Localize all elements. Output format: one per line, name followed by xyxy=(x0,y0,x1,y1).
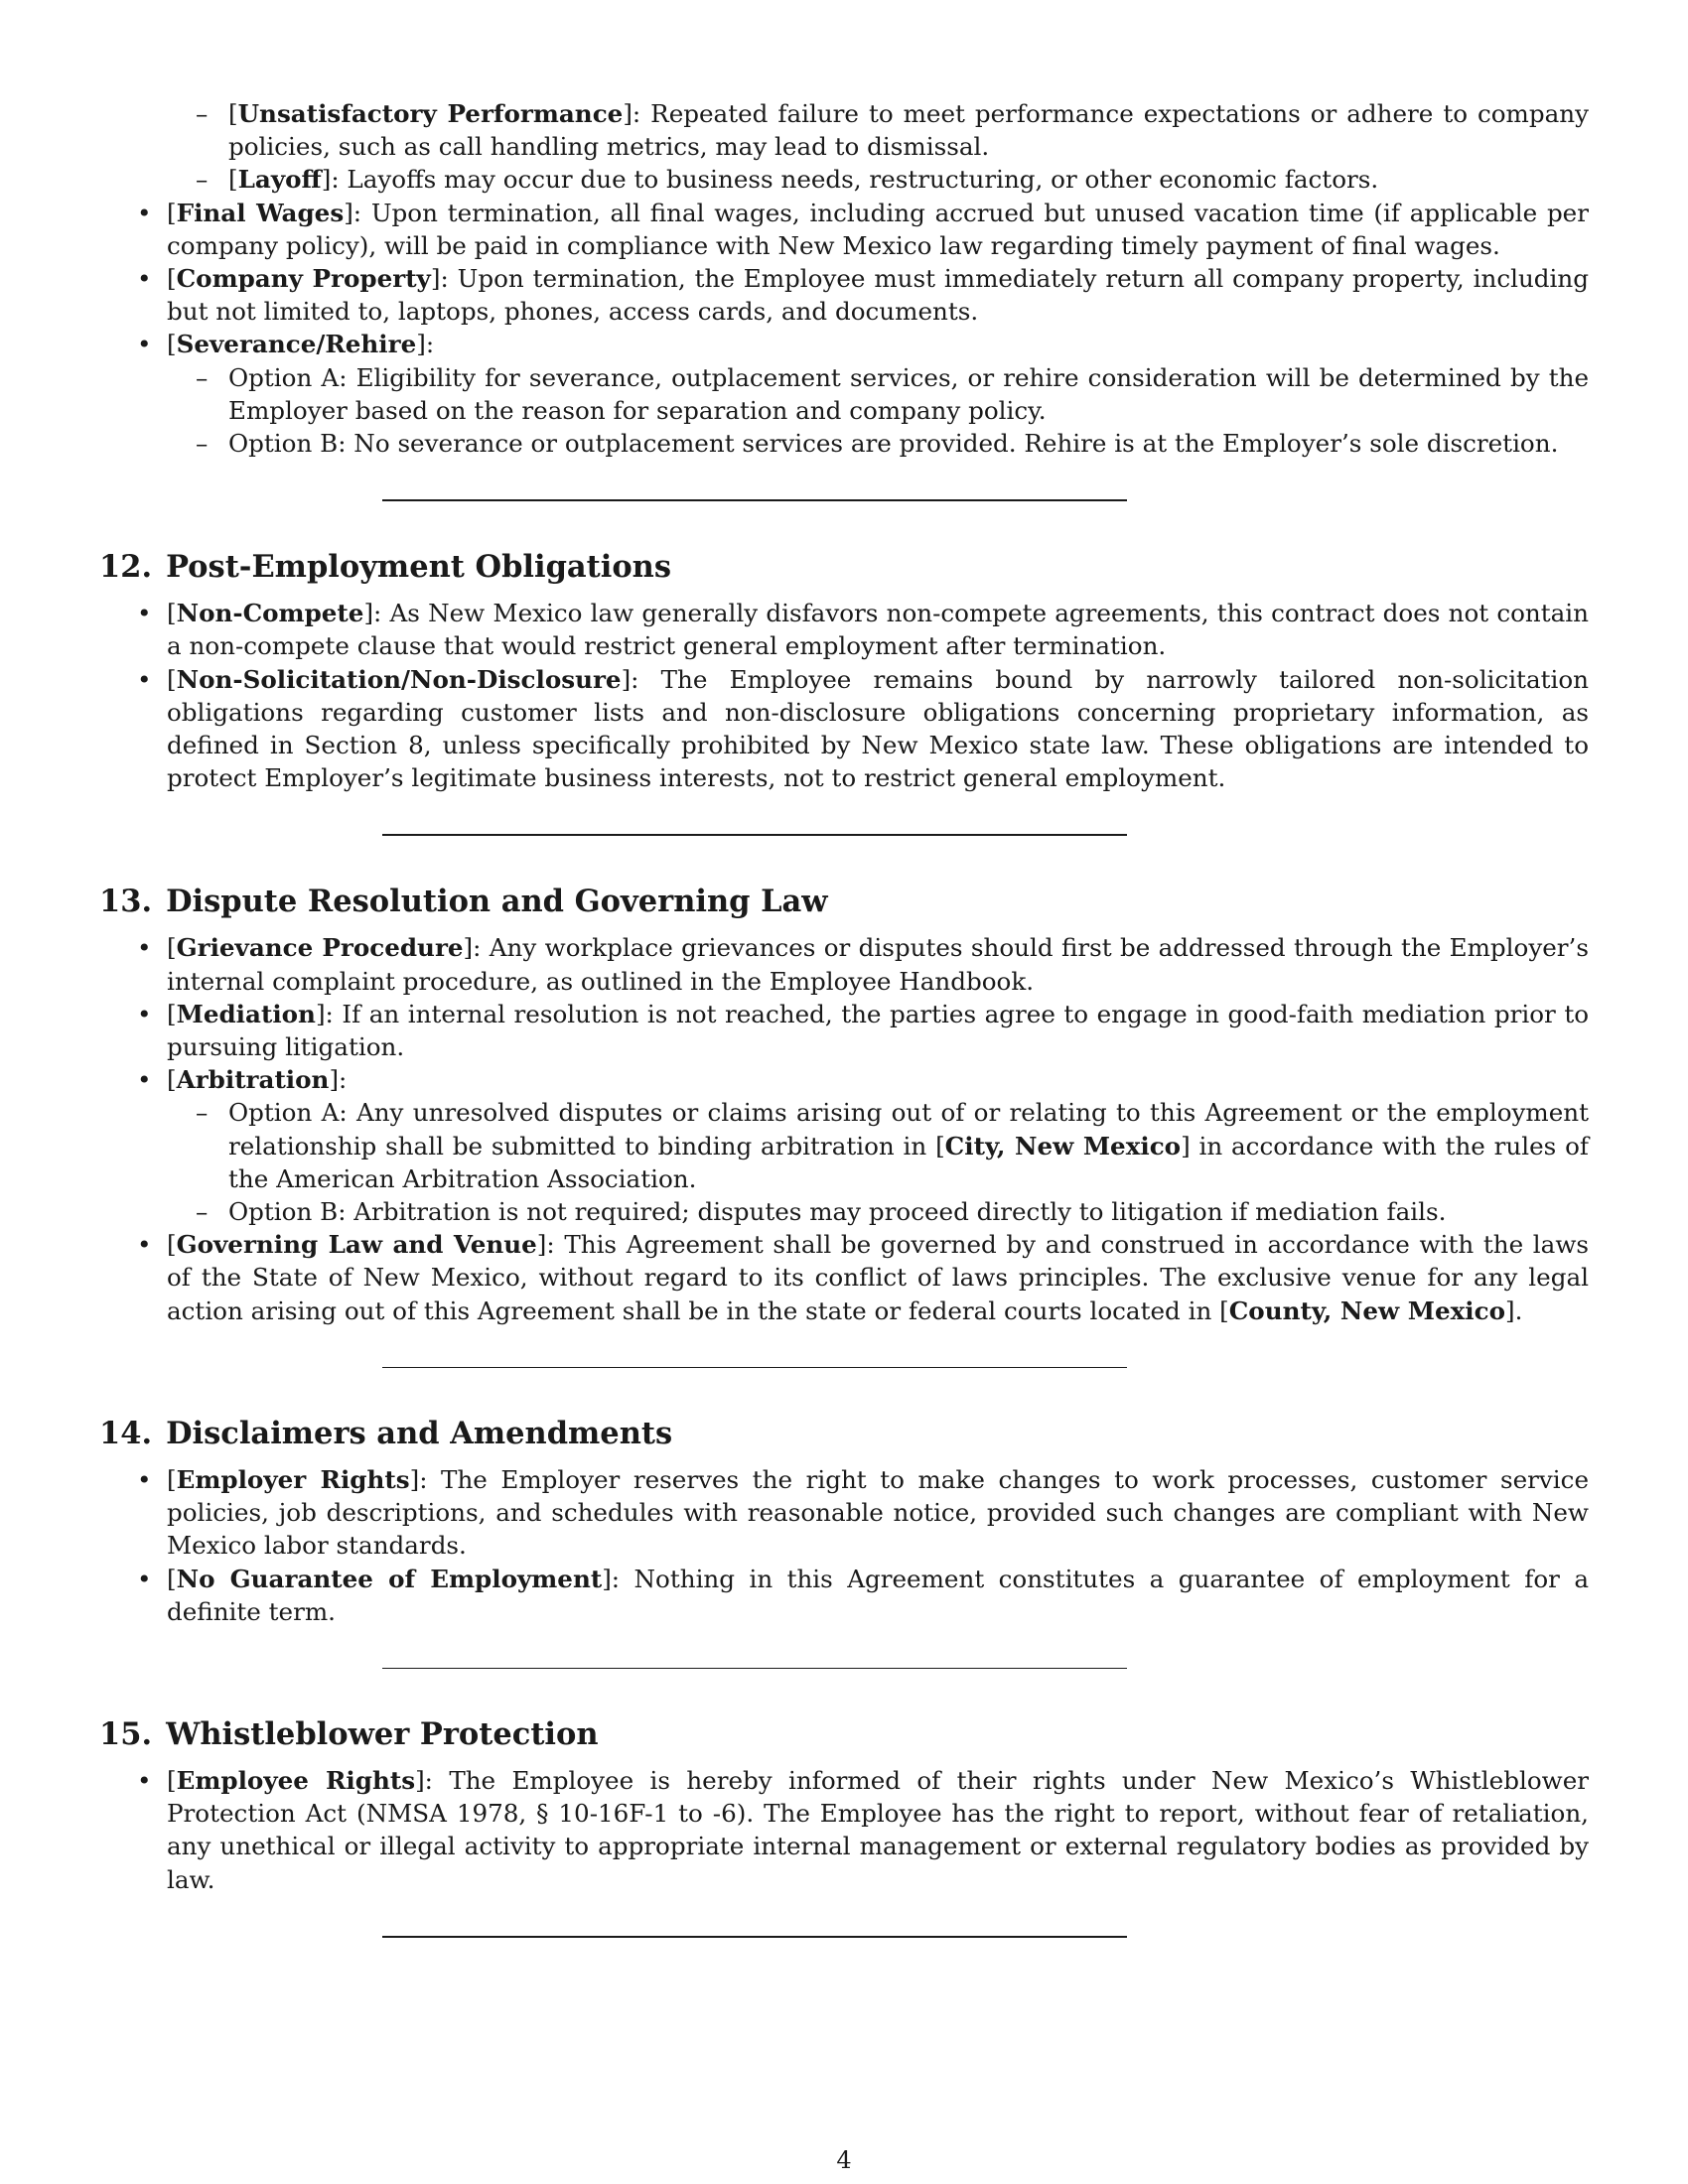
section-divider xyxy=(382,1367,1127,1368)
section-heading-14: 14. Disclaimers and Amendments xyxy=(99,1415,673,1451)
list-item-company-property: • [Company Property]: Upon termination, the Employee must immediately return all company property, including but not limited to, laptops, phones, access cards, and documents. xyxy=(167,262,1589,328)
section-15-list xyxy=(99,1764,1589,1896)
section-divider xyxy=(382,834,1127,836)
list-item-final-wages: • [Final Wages]: Upon termination, all final wages, including accrued but unused vacation time (if applicable per company policy), will be paid in compliance with New Mexico law regarding timely payment of final wages. xyxy=(167,197,1589,262)
list-item-grievance: • [Grievance Procedure]: Any workplace grievances or disputes should first be addressed through the Employer’s internal complaint procedure, as outlined in the Employee Handbook. xyxy=(167,931,1589,997)
document-page xyxy=(99,97,1589,1938)
termination-list xyxy=(99,197,1589,461)
termination-sublist xyxy=(99,97,1589,197)
severance-option-a: – Option A: Eligibility for severance, outplacement services, or rehire consideration will be determined by the Employer based on the reason for separation and company policy. xyxy=(228,361,1589,427)
arbitration-option-b: – Option B: Arbitration is not required; disputes may proceed directly to litigation if mediation fails. xyxy=(228,1195,1589,1228)
list-item-mediation: • [Mediation]: If an internal resolution is not reached, the parties agree to engage in good-faith mediation prior to pursuing litigation. xyxy=(167,998,1589,1063)
section-divider xyxy=(382,1936,1127,1938)
section-heading-12: 12. Post-Employment Obligations xyxy=(99,549,672,586)
section-heading-15: 15. Whistleblower Protection xyxy=(99,1715,599,1752)
section-heading-13: 13. Dispute Resolution and Governing Law xyxy=(99,884,828,920)
section-13-list xyxy=(99,931,1589,1326)
severance-option-b: – Option B: No severance or outplacement services are provided. Rehire is at the Employer’s sole discretion. xyxy=(228,427,1589,460)
list-item-employer-rights: • [Employer Rights]: The Employer reserves the right to make changes to work processes, customer service policies, job descriptions, and schedules with reasonable notice, provided such changes are compliant with New Mexico labor standards. xyxy=(167,1463,1589,1563)
list-item-governing-law: • [Governing Law and Venue]: This Agreement shall be governed by and construed in accordance with the laws of the State of New Mexico, without regard to its conflict of laws principles. The exclusive venue for any legal action arising out of this Agreement shall be in the state or federal courts located in [County, New Mexico]. xyxy=(167,1228,1589,1327)
arbitration-options xyxy=(167,1096,1589,1228)
list-item-layoff: – [Layoff]: Layoffs may occur due to business needs, restructuring, or other economic factors. xyxy=(228,163,1589,196)
list-item-non-solicitation: • [Non-Solicitation/Non-Disclosure]: The Employee remains bound by narrowly tailored non-solicitation obligations regarding customer lists and non-disclosure obligations concerning proprietary information, as defined in Section 8, unless specifically prohibited by New Mexico state law. These obligations are intended to protect Employer’s legitimate business interests, not to restrict general employment. xyxy=(167,663,1589,795)
list-item-employee-rights: • [Employee Rights]: The Employee is hereby informed of their rights under New Mexico’s Whistleblower Protection Act (NMSA 1978, § 10-16F-1 to -6). The Employee has the right to report, without fear of retaliation, any unethical or illegal activity to appropriate internal management or external regulatory bodies as provided by law. xyxy=(167,1764,1589,1896)
list-item-arbitration: • [Arbitration]: – Option A: Any unresolved disputes or claims arising out of or relating to this Agreement or the employment relationship shall be submitted to binding arbitration in [City, New Mexico] in accordance with the rules of the American Arbitration Association. – Option B: Arbitration is not required; disputes may proceed directly to litigation if mediation fails. xyxy=(167,1063,1589,1228)
severance-options xyxy=(167,361,1589,461)
list-item-unsatisfactory-performance: – [Unsatisfactory Performance]: Repeated failure to meet performance expectations or adhere to company policies, such as call handling metrics, may lead to dismissal. xyxy=(228,97,1589,163)
list-item-non-compete: • [Non-Compete]: As New Mexico law generally disfavors non-compete agreements, this contract does not contain a non-compete clause that would restrict general employment after termination. xyxy=(167,597,1589,662)
section-14-list xyxy=(99,1463,1589,1628)
section-divider xyxy=(382,499,1127,501)
list-item-no-guarantee: • [No Guarantee of Employment]: Nothing in this Agreement constitutes a guarantee of employment for a definite term. xyxy=(167,1563,1589,1628)
list-item-severance-rehire: • [Severance/Rehire]: – Option A: Eligibility for severance, outplacement services, or rehire consideration will be determined by the Employer based on the reason for separation and company policy. – Option B: No severance or outplacement services are provided. Rehire is at the Employer’s sole discretion. xyxy=(167,328,1589,460)
section-12-list xyxy=(99,597,1589,794)
section-divider xyxy=(382,1668,1127,1669)
page-number: 4 xyxy=(836,2146,852,2174)
arbitration-option-a: – Option A: Any unresolved disputes or claims arising out of or relating to this Agreement or the employment relationship shall be submitted to binding arbitration in [City, New Mexico] in accordance with the rules of the American Arbitration Association. xyxy=(228,1096,1589,1195)
